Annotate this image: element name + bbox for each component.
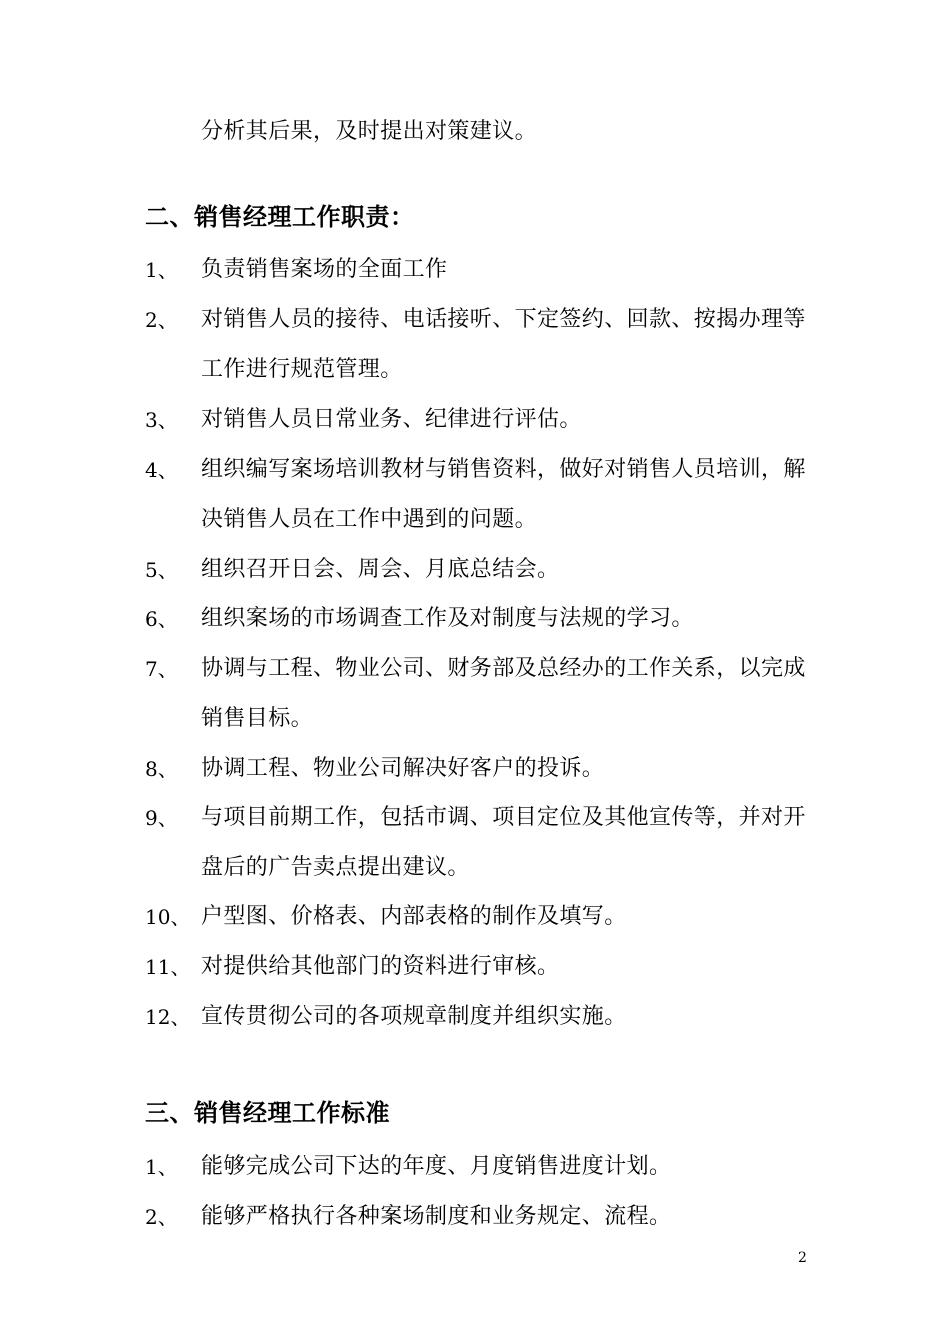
list-item-text: 协调与工程、物业公司、财务部及总经办的工作关系，以完成 bbox=[201, 656, 806, 681]
list-item-number: 8、 bbox=[145, 757, 178, 781]
list-item-number: 6、 bbox=[145, 607, 178, 631]
list-item-number: 9、 bbox=[145, 806, 178, 830]
section-2-heading: 二、销售经理工作职责： bbox=[145, 203, 415, 231]
list-item-number: 4、 bbox=[145, 458, 178, 482]
list-item-number: 1、 bbox=[145, 1155, 178, 1179]
list-item-text-continued: 盘后的广告卖点提出建议。 bbox=[201, 855, 470, 880]
list-item-text: 组织案场的市场调查工作及对制度与法规的学习。 bbox=[201, 606, 694, 631]
list-item-text: 负责销售案场的全面工作 bbox=[201, 257, 448, 282]
list-item-text: 与项目前期工作，包括市调、项目定位及其他宣传等，并对开 bbox=[201, 805, 806, 830]
list-item-number: 2、 bbox=[145, 1205, 178, 1229]
list-item-text-continued: 工作进行规范管理。 bbox=[201, 357, 403, 382]
list-item-number: 10、 bbox=[145, 905, 191, 929]
list-item-number: 3、 bbox=[145, 408, 178, 432]
section-3-heading: 三、销售经理工作标准 bbox=[145, 1099, 390, 1127]
list-item-text: 对销售人员的接待、电话接听、下定签约、回款、按揭办理等 bbox=[201, 307, 806, 332]
list-item-text: 对销售人员日常业务、纪律进行评估。 bbox=[201, 407, 582, 432]
page-number: 2 bbox=[798, 1250, 807, 1266]
list-item-text-continued: 销售目标。 bbox=[201, 706, 314, 731]
list-item-text: 户型图、价格表、内部表格的制作及填写。 bbox=[201, 904, 627, 929]
list-item-number: 2、 bbox=[145, 308, 178, 332]
list-item-number: 5、 bbox=[145, 558, 178, 582]
list-item-text: 宣传贯彻公司的各项规章制度并组织实施。 bbox=[201, 1004, 627, 1029]
list-item-text-continued: 决销售人员在工作中遇到的问题。 bbox=[201, 507, 538, 532]
list-item-text: 对提供给其他部门的资料进行审核。 bbox=[201, 954, 560, 979]
list-item-text: 协调工程、物业公司解决好客户的投诉。 bbox=[201, 756, 605, 781]
list-item-text: 组织召开日会、周会、月底总结会。 bbox=[201, 557, 560, 582]
list-item-text: 能够严格执行各种案场制度和业务规定、流程。 bbox=[201, 1204, 672, 1229]
list-item-number: 12、 bbox=[145, 1005, 191, 1029]
list-item-text: 能够完成公司下达的年度、月度销售进度计划。 bbox=[201, 1154, 672, 1179]
list-item-number: 1、 bbox=[145, 258, 178, 282]
list-item-number: 7、 bbox=[145, 657, 178, 681]
list-item-number: 11、 bbox=[145, 955, 191, 979]
intro-line: 分析其后果，及时提出对策建议。 bbox=[201, 119, 538, 144]
list-item-text: 组织编写案场培训教材与销售资料，做好对销售人员培训，解 bbox=[201, 457, 806, 482]
